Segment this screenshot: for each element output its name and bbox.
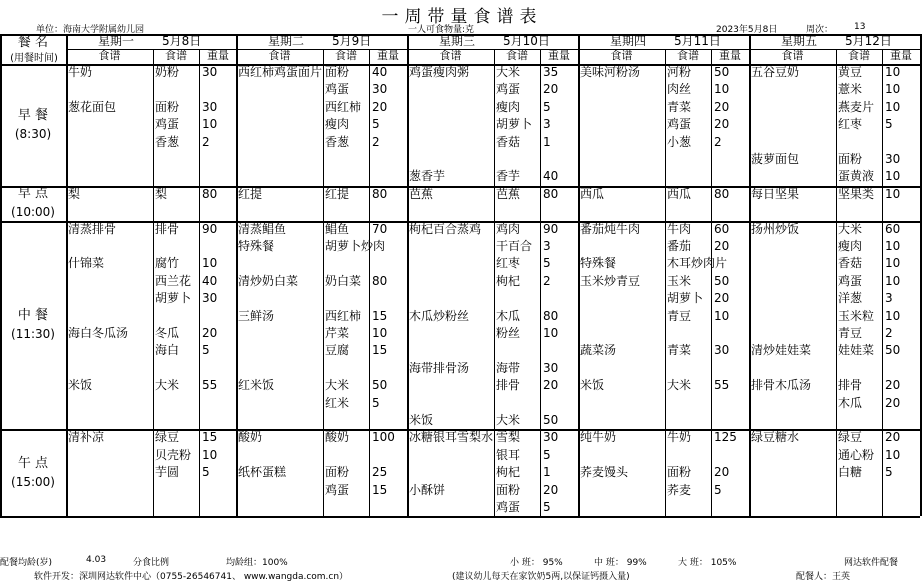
weight-cell: 20 xyxy=(372,99,388,114)
ingredient-cell: 梨 xyxy=(155,186,168,201)
weight-cell: 80 xyxy=(372,186,388,201)
ingredient-cell: 枸杞 xyxy=(496,465,521,480)
weight-cell: 15 xyxy=(372,482,388,497)
recipe-header: 食谱 xyxy=(268,49,291,62)
weight-cell: 30 xyxy=(202,291,218,306)
weight-cell: 10 xyxy=(714,308,730,323)
weight-cell: 20 xyxy=(885,378,901,393)
weight-cell: 10 xyxy=(885,169,901,184)
ingredient-cell: 豆腐 xyxy=(325,343,350,358)
weight-cell: 5 xyxy=(372,395,380,410)
recipe-cell: 西瓜 xyxy=(580,186,605,201)
recipe-cell: 每日坚果 xyxy=(751,186,800,201)
ingredient-cell: 芹菜 xyxy=(325,326,350,340)
recipe-cell: 蔬菜汤 xyxy=(580,343,617,358)
weight-cell: 10 xyxy=(885,99,901,114)
ingredient-cell: 排骨 xyxy=(838,378,863,393)
recipe-cell: 什锦菜 xyxy=(68,256,105,271)
milk-advice: (建议幼儿每天在家饮奶5两,以保证钙摄入量) xyxy=(452,572,630,582)
weight-cell: 10 xyxy=(885,65,901,79)
weight-cell: 10 xyxy=(543,326,559,340)
recipe-cell: 海带排骨汤 xyxy=(409,360,470,375)
weight-cell: 10 xyxy=(885,308,901,323)
weight-cell: 90 xyxy=(543,221,559,236)
ingredient-header: 食谱 xyxy=(677,49,699,62)
weight-cell: 15 xyxy=(372,343,388,358)
ingredient-cell: 青豆 xyxy=(838,326,863,340)
ingredient-cell: 西红柿 xyxy=(325,308,362,323)
weight-cell: 10 xyxy=(714,82,730,97)
recipe-cell: 特殊餐 xyxy=(580,256,617,271)
ingredient-cell: 面粉 xyxy=(325,65,350,79)
weight-cell: 3 xyxy=(543,239,551,253)
ingredient-cell: 通心粉 xyxy=(838,447,875,462)
weight-cell: 5 xyxy=(543,99,551,114)
weight-cell: 2 xyxy=(714,134,722,149)
ingredient-cell: 小葱 xyxy=(667,134,692,149)
ingredient-cell: 薏米 xyxy=(838,82,863,97)
large-class-ratio: 大 班： 105% xyxy=(678,558,737,568)
weight-cell: 5 xyxy=(543,447,551,462)
ingredient-cell: 瘦肉 xyxy=(325,117,350,132)
day-name: 星期三 xyxy=(438,34,475,48)
ingredient-cell: 木瓜 xyxy=(496,308,521,323)
ingredient-cell: 大米 xyxy=(496,413,521,427)
ingredient-cell: 大米 xyxy=(155,378,180,393)
weight-cell: 20 xyxy=(885,430,901,445)
ratio-label: 分食比例 xyxy=(133,558,170,568)
weight-cell: 10 xyxy=(202,447,218,462)
ingredient-cell: 枸杞 xyxy=(496,273,521,288)
grid-line xyxy=(494,49,495,516)
weight-cell: 70 xyxy=(372,221,388,236)
ingredient-cell: 青豆 xyxy=(667,308,692,323)
day-name: 星期五 xyxy=(780,34,817,48)
weight-cell: 80 xyxy=(714,186,730,201)
weight-cell: 40 xyxy=(202,273,218,288)
day-date: 5月11日 xyxy=(674,34,721,48)
weight-cell: 2 xyxy=(372,134,380,149)
recipe-cell: 红米饭 xyxy=(238,378,275,393)
weight-cell: 60 xyxy=(885,221,901,236)
ingredient-cell: 木瓜 xyxy=(838,395,863,410)
grid-line xyxy=(199,49,200,516)
weight-cell: 20 xyxy=(714,99,730,114)
recipe-header: 食谱 xyxy=(98,49,121,62)
ingredient-cell: 玉米粒 xyxy=(838,308,875,323)
weight-cell: 5 xyxy=(885,117,893,132)
recipe-cell: 葱花面包 xyxy=(68,99,117,114)
ingredient-cell: 芋圆 xyxy=(155,465,180,480)
ingredient-cell: 胡萝卜炒肉 xyxy=(325,239,386,253)
recipe-cell: 番茄炖牛肉 xyxy=(580,221,641,236)
week-label: 周次： xyxy=(806,25,834,35)
ingredient-cell: 牛肉 xyxy=(667,221,692,236)
per-person-label: 一人可食物量:克 xyxy=(408,25,475,35)
weight-cell: 30 xyxy=(885,152,901,166)
preparer-label: 配餐人：王英 xyxy=(796,572,851,582)
recipe-cell: 梨 xyxy=(68,186,81,201)
ingredient-cell: 冬瓜 xyxy=(155,326,180,340)
weight-cell: 3 xyxy=(543,117,551,132)
ingredient-cell: 红米 xyxy=(325,395,350,410)
ingredient-cell: 奶白菜 xyxy=(325,273,362,288)
recipe-cell: 美味河粉汤 xyxy=(580,65,641,79)
ingredient-cell: 鲳鱼 xyxy=(325,221,350,236)
ingredient-cell: 面粉 xyxy=(838,152,863,166)
day-name: 星期四 xyxy=(609,34,646,48)
weight-cell: 20 xyxy=(543,378,559,393)
weight-cell: 5 xyxy=(202,465,210,480)
ingredient-cell: 奶粉 xyxy=(155,65,180,79)
ingredient-cell: 大米 xyxy=(325,378,350,393)
weight-cell: 50 xyxy=(543,413,559,427)
ingredient-header: 食谱 xyxy=(165,49,187,62)
ingredient-cell: 蛋黄液 xyxy=(838,169,875,184)
ingredient-cell: 河粉 xyxy=(667,65,692,79)
grid-line xyxy=(540,49,541,516)
ingredient-cell: 西瓜 xyxy=(667,186,692,201)
weight-cell: 20 xyxy=(543,82,559,97)
middle-class-ratio: 中 班： 99% xyxy=(594,558,647,568)
ingredient-cell: 腐竹 xyxy=(155,256,180,271)
ingredient-cell: 香葱 xyxy=(325,134,350,149)
ingredient-cell: 胡萝卜 xyxy=(496,117,533,132)
weight-cell: 10 xyxy=(202,117,218,132)
weight-cell: 80 xyxy=(543,308,559,323)
weight-cell: 1 xyxy=(543,465,551,480)
ingredient-cell: 鸡肉 xyxy=(496,221,521,236)
menu-table xyxy=(0,34,924,566)
recipe-cell: 清蒸排骨 xyxy=(68,221,117,236)
weight-cell: 50 xyxy=(885,343,901,358)
weight-cell: 55 xyxy=(202,378,218,393)
ingredient-cell: 鸡蛋 xyxy=(155,117,180,132)
ingredient-header: 食谱 xyxy=(335,49,357,62)
meal-name: 早 点 xyxy=(17,186,49,202)
ingredient-cell: 木耳炒肉片 xyxy=(667,256,728,271)
meal-column-subheader: (用餐时间) xyxy=(10,53,58,64)
ingredient-cell: 绿豆 xyxy=(838,430,863,445)
weight-cell: 5 xyxy=(202,343,210,358)
ingredient-cell: 红枣 xyxy=(838,117,863,132)
avg-age-value: 4.03 xyxy=(86,555,107,565)
grid-line xyxy=(711,49,712,516)
meal-name: 中 餐 xyxy=(17,308,49,323)
ingredient-cell: 粉丝 xyxy=(496,326,521,340)
weight-cell: 125 xyxy=(714,430,737,445)
ingredient-cell: 香葱 xyxy=(155,134,180,149)
meal-name: 午 点 xyxy=(17,455,49,471)
ingredient-cell: 胡萝卜 xyxy=(155,291,192,306)
weight-cell: 30 xyxy=(543,360,559,375)
recipe-header: 食谱 xyxy=(610,49,633,62)
weight-cell: 2 xyxy=(885,326,893,340)
weight-cell: 2 xyxy=(202,134,210,149)
weight-cell: 20 xyxy=(714,291,730,306)
date-label: 2023年5月8日 xyxy=(716,25,778,35)
ingredient-cell: 干百合 xyxy=(496,239,533,253)
day-date: 5月9日 xyxy=(332,34,372,48)
page-title: 一周带量食谱表 xyxy=(381,7,543,27)
ingredient-cell: 肉丝 xyxy=(667,82,692,97)
ingredient-cell: 红枣 xyxy=(496,256,521,271)
ingredient-cell: 香菇 xyxy=(496,134,521,149)
weight-cell: 5 xyxy=(714,482,722,497)
recipe-cell: 芭蕉 xyxy=(409,186,434,201)
weight-header: 重量 xyxy=(548,49,570,62)
recipe-cell: 清蒸鲳鱼 xyxy=(238,221,287,236)
ingredient-cell: 芭蕉 xyxy=(496,186,521,201)
ingredient-header: 食谱 xyxy=(848,49,870,62)
weight-cell: 10 xyxy=(885,273,901,288)
ingredient-cell: 坚果类 xyxy=(838,186,875,201)
grid-line xyxy=(665,49,666,516)
weight-cell: 55 xyxy=(714,378,730,393)
recipe-cell: 清炒娃娃菜 xyxy=(751,343,812,358)
ingredient-cell: 白糖 xyxy=(838,465,863,480)
recipe-cell: 鸡蛋瘦肉粥 xyxy=(409,65,470,79)
ingredient-cell: 鸡蛋 xyxy=(838,273,863,288)
ingredient-cell: 绿豆 xyxy=(155,430,180,445)
weight-cell: 80 xyxy=(543,186,559,201)
weight-cell: 30 xyxy=(372,82,388,97)
weight-cell: 50 xyxy=(714,273,730,288)
recipe-cell: 米饭 xyxy=(68,378,93,393)
meal-name: 早 餐 xyxy=(17,107,49,123)
weight-cell: 90 xyxy=(202,221,218,236)
ingredient-cell: 洋葱 xyxy=(838,291,863,306)
ingredient-cell: 面粉 xyxy=(496,482,521,497)
ingredient-cell: 大米 xyxy=(496,65,521,79)
day-name: 星期一 xyxy=(97,34,134,48)
recipe-cell: 菠萝面包 xyxy=(751,152,800,166)
weight-cell: 10 xyxy=(202,256,218,271)
ingredient-cell: 鸡蛋 xyxy=(667,117,692,132)
recipe-cell: 绿豆糖水 xyxy=(751,430,800,445)
weight-cell: 10 xyxy=(885,256,901,271)
recipe-cell: 西红柿鸡蛋面片 xyxy=(238,65,323,79)
weight-cell: 10 xyxy=(372,326,388,340)
recipe-cell: 海白冬瓜汤 xyxy=(68,326,129,340)
recipe-cell: 葱香芋 xyxy=(409,169,446,184)
weight-cell: 35 xyxy=(543,65,559,79)
ingredient-header: 食谱 xyxy=(506,49,528,62)
ingredient-cell: 海带 xyxy=(496,360,521,375)
weight-cell: 80 xyxy=(372,273,388,288)
weight-cell: 20 xyxy=(202,326,218,340)
ingredient-cell: 玉米 xyxy=(667,273,692,288)
ingredient-cell: 面粉 xyxy=(155,99,180,114)
weight-cell: 1 xyxy=(543,134,551,149)
recipe-cell: 木瓜炒粉丝 xyxy=(409,308,470,323)
ingredient-cell: 荞麦 xyxy=(667,482,692,497)
recipe-cell: 酸奶 xyxy=(238,430,263,445)
weight-cell: 30 xyxy=(202,65,218,79)
weight-header: 重量 xyxy=(377,49,399,62)
unit-label: 单位：海南大学附属幼儿园 xyxy=(36,25,145,35)
weight-header: 重量 xyxy=(207,49,229,62)
recipe-cell: 清炒奶白菜 xyxy=(238,273,299,288)
weight-header: 重量 xyxy=(890,49,912,62)
weight-cell: 20 xyxy=(885,395,901,410)
weight-cell: 10 xyxy=(885,447,901,462)
ingredient-cell: 瘦肉 xyxy=(838,239,863,253)
weight-cell: 3 xyxy=(885,291,893,306)
ingredient-cell: 胡萝卜 xyxy=(667,291,704,306)
small-class-ratio: 小 班： 95% xyxy=(510,558,563,568)
weight-cell: 20 xyxy=(543,482,559,497)
brand-label: 网达软件配餐 xyxy=(844,558,899,568)
avg-group-ratio: 均龄组：100% xyxy=(226,558,288,568)
recipe-cell: 红提 xyxy=(238,186,263,201)
grid-line xyxy=(882,49,883,516)
recipe-cell: 玉米炒青豆 xyxy=(580,273,641,288)
weight-cell: 20 xyxy=(714,117,730,132)
ingredient-cell: 青菜 xyxy=(667,99,692,114)
weight-cell: 40 xyxy=(372,65,388,79)
ingredient-cell: 娃娃菜 xyxy=(838,343,875,358)
ingredient-cell: 黄豆 xyxy=(838,65,863,79)
ingredient-cell: 大米 xyxy=(667,378,692,393)
recipe-cell: 排骨木瓜汤 xyxy=(751,378,812,393)
ingredient-cell: 大米 xyxy=(838,221,863,236)
ingredient-cell: 瘦肉 xyxy=(496,99,521,114)
recipe-cell: 冰糖银耳雪梨水 xyxy=(409,430,494,445)
ingredient-cell: 银耳 xyxy=(496,447,521,462)
day-name: 星期二 xyxy=(267,34,304,48)
meal-time: (8:30) xyxy=(14,126,52,141)
recipe-cell: 荞麦馒头 xyxy=(580,465,629,480)
developer-info: 软件开发：深圳网达软件中心（0755-26546741、 www.wangda.com.cn） xyxy=(34,572,349,582)
recipe-header: 食谱 xyxy=(439,49,462,62)
grid-line xyxy=(323,49,324,516)
ingredient-cell: 鸡蛋 xyxy=(496,82,521,97)
recipe-cell: 纸杯蛋糕 xyxy=(238,465,287,480)
ingredient-cell: 面粉 xyxy=(325,465,350,480)
recipe-cell: 清补凉 xyxy=(68,430,105,445)
ingredient-cell: 鸡蛋 xyxy=(496,500,521,514)
recipe-cell: 三鲜汤 xyxy=(238,308,275,323)
weight-cell: 15 xyxy=(202,430,218,445)
weight-cell: 20 xyxy=(714,465,730,480)
day-date: 5月8日 xyxy=(162,34,202,48)
recipe-cell: 纯牛奶 xyxy=(580,430,617,445)
ingredient-cell: 排骨 xyxy=(496,378,521,393)
weight-cell: 60 xyxy=(714,221,730,236)
ingredient-cell: 牛奶 xyxy=(667,430,692,445)
ingredient-cell: 西兰花 xyxy=(155,273,192,288)
weight-cell: 20 xyxy=(714,239,730,253)
weight-cell: 50 xyxy=(714,65,730,79)
recipe-cell: 米饭 xyxy=(580,378,605,393)
recipe-cell: 小酥饼 xyxy=(409,482,446,497)
weight-cell: 15 xyxy=(372,308,388,323)
grid-line xyxy=(836,49,837,516)
weight-cell: 30 xyxy=(714,343,730,358)
ingredient-cell: 鸡蛋 xyxy=(325,482,350,497)
day-date: 5月12日 xyxy=(845,34,892,48)
ingredient-cell: 酸奶 xyxy=(325,430,350,445)
meal-time: (10:00) xyxy=(11,205,55,220)
ingredient-cell: 香芋 xyxy=(496,169,521,184)
recipe-header: 食谱 xyxy=(781,49,804,62)
meal-time: (15:00) xyxy=(11,474,55,489)
weight-cell: 5 xyxy=(885,465,893,480)
weight-cell: 30 xyxy=(202,99,218,114)
ingredient-cell: 排骨 xyxy=(155,221,180,236)
weight-cell: 5 xyxy=(543,256,551,271)
ingredient-cell: 番茄 xyxy=(667,239,692,253)
weight-header: 重量 xyxy=(719,49,741,62)
grid-line xyxy=(0,516,920,518)
weight-cell: 40 xyxy=(543,169,559,184)
day-date: 5月10日 xyxy=(503,34,550,48)
ingredient-cell: 鸡蛋 xyxy=(325,82,350,97)
ingredient-cell: 香菇 xyxy=(838,256,863,271)
recipe-cell: 牛奶 xyxy=(68,65,93,79)
grid-line xyxy=(920,34,922,516)
recipe-cell: 枸杞百合蒸鸡 xyxy=(409,221,482,236)
ingredient-cell: 雪梨 xyxy=(496,430,521,445)
weight-cell: 25 xyxy=(372,465,388,480)
ingredient-cell: 面粉 xyxy=(667,465,692,480)
meal-column-header: 餐 名 xyxy=(17,35,49,50)
recipe-cell: 特殊餐 xyxy=(238,239,275,253)
ingredient-cell: 贝壳粉 xyxy=(155,447,192,462)
ingredient-cell: 燕麦片 xyxy=(838,99,875,114)
ingredient-cell: 青菜 xyxy=(667,343,692,358)
weight-cell: 50 xyxy=(372,378,388,393)
recipe-cell: 五谷豆奶 xyxy=(751,65,800,79)
recipe-cell: 扬州炒饭 xyxy=(751,221,800,236)
week-number: 13 xyxy=(854,22,866,32)
weight-cell: 5 xyxy=(372,117,380,132)
grid-line xyxy=(369,49,370,516)
ingredient-cell: 西红柿 xyxy=(325,99,362,114)
weight-cell: 30 xyxy=(543,430,559,445)
weight-cell: 80 xyxy=(202,186,218,201)
ingredient-cell: 海白 xyxy=(155,343,180,358)
weight-cell: 100 xyxy=(372,430,395,445)
weight-cell: 10 xyxy=(885,239,901,253)
weight-cell: 10 xyxy=(885,186,901,201)
weight-cell: 5 xyxy=(543,500,551,514)
weight-cell: 10 xyxy=(885,82,901,97)
meal-time: (11:30) xyxy=(11,327,55,341)
ingredient-cell: 红提 xyxy=(325,186,350,201)
grid-line xyxy=(153,49,154,516)
weight-cell: 2 xyxy=(543,273,551,288)
avg-age-label: 配餐均龄(岁) xyxy=(0,558,53,568)
recipe-cell: 米饭 xyxy=(409,413,434,427)
